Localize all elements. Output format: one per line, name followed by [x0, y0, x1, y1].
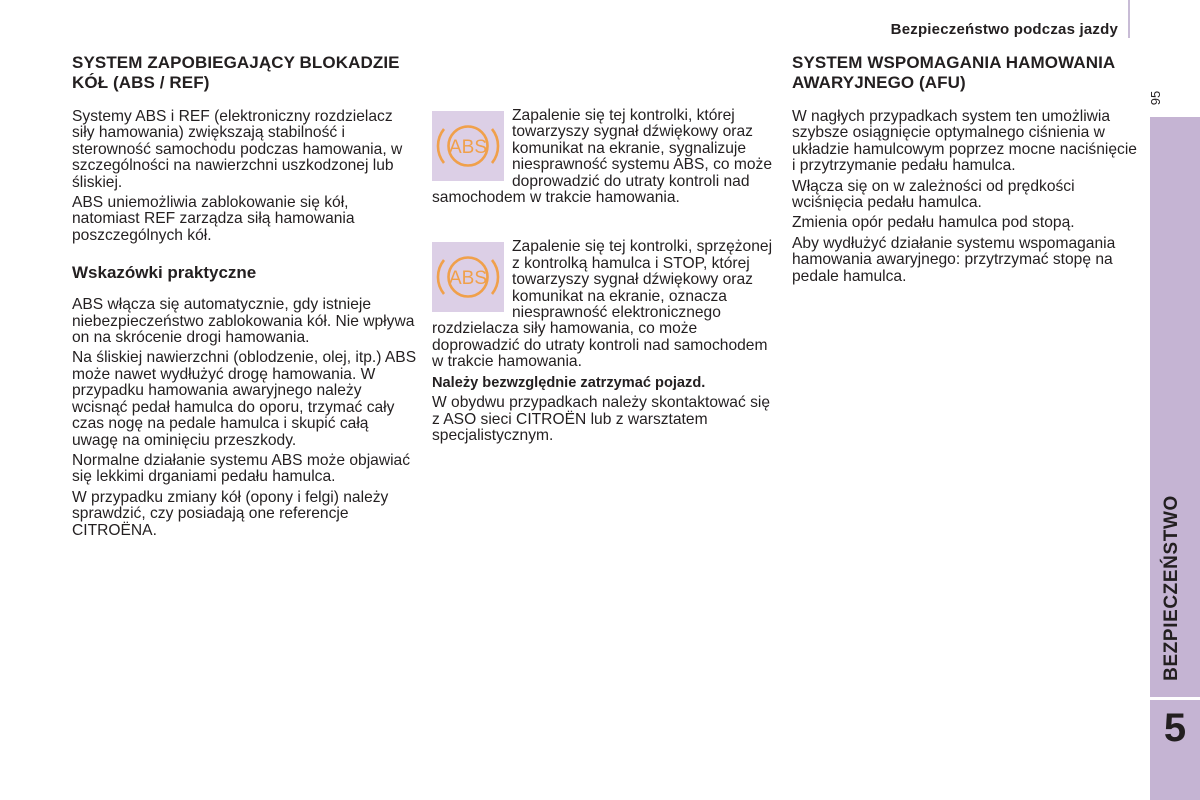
abs-ref-heading: SYSTEM ZAPOBIEGAJĄCY BLOKADZIE KÓŁ (ABS / REF) [72, 53, 400, 92]
chapter-tab-label: BEZPIECZEŃSTWO [1161, 495, 1182, 681]
afu-paragraph: Aby wydłużyć działanie systemu wspomagania hamowania awaryjnego: przytrzymać stopę na pedale hamulca. [792, 234, 1116, 285]
page-header-title: Bezpieczeństwo podczas jazdy [890, 21, 1118, 38]
abs-icon-text: ABS [448, 137, 488, 158]
tip-paragraph: Na śliskiej nawierzchni (oblodzenie, olej, itp.) ABS może nawet wydłużyć drogę hamowania. W przypadku hamowania awaryjnego należy wcisnąć pedał hamulca do oporu, trzymać cały czas nogę na pedale hamulca i skupić całą uwagę na ominięciu przeszkody. [72, 349, 417, 449]
afu-paragraph: Zmienia opór pedału hamulca pod stopą. [792, 214, 1075, 232]
stop-vehicle-text: W obydwu przypadkach należy skontaktować się z ASO sieci CITROËN lub z warsztatem specjalistycznym. [432, 394, 771, 444]
chapter-number: 5 [1163, 706, 1187, 750]
stop-vehicle-heading: Należy bezwzględnie zatrzymać pojazd. [432, 374, 706, 391]
abs-icon-graphic [436, 118, 500, 174]
afu-paragraph: Włącza się on w zależności od prędkości wciśnięcia pedału hamulca. [792, 177, 1075, 212]
column-afu [792, 53, 1137, 289]
afu-paragraph: W nagłych przypadkach system ten umożliwia szybsze osiągnięcie optymalnego ciśnienia w układzie hamulcowym poprzez mocne naciśnięcie i przytrzymanie pedału hamulca. [792, 108, 1137, 175]
abs-warning-text: Zapalenie się tej kontrolki, której towarzyszy sygnał dźwiękowy oraz komunikat na ekranie, sygnalizuje niesprawność systemu ABS, co może doprowadzić do utraty kontroli nad samochodem w trakcie hamowania. [432, 107, 773, 207]
tip-paragraph: W przypadku zmiany kół (opony i felgi) należy sprawdzić, czy posiadają one referencje CITROËNA. [72, 488, 389, 539]
page-number: 95 [1148, 90, 1163, 106]
abs-icon-text: ABS [448, 268, 488, 290]
chapter-side-tab [1150, 117, 1200, 800]
ref-warning-text: Zapalenie się tej kontrolki, sprzężonej z kontrolką hamulca i STOP, której towarzyszy sygnał dźwiękowy oraz komunikat na ekranie, oznacza niesprawność elektronicznego rozdzielacza siły hamowania, co może doprowadzić do utraty kontroli nad samochodem w trakcie hamowania. [432, 238, 773, 371]
abs-ref-paragraph: Systemy ABS i REF (elektroniczny rozdzielacz siły hamowania) zwiększają stabilność i sterowność samochodu podczas hamowania, w szczególności na nawierzchni uszkodzonej lub śliskiej. [72, 108, 403, 191]
column-abs-ref [72, 53, 417, 543]
header-divider [1128, 0, 1130, 38]
practical-tips-heading: Wskazówki praktyczne [72, 263, 257, 283]
abs-icon-graphic [436, 249, 500, 305]
afu-heading: SYSTEM WSPOMAGANIA HAMOWANIA AWARYJNEGO (AFU) [792, 53, 1115, 92]
tip-paragraph: Normalne działanie systemu ABS może objawiać się lekkimi drganiami pedału hamulca. [72, 451, 411, 486]
column-warnings [432, 108, 777, 448]
abs-ref-paragraph: ABS uniemożliwia zablokowanie się kół, natomiast REF zarządza siłą hamowania poszczególnych kół. [72, 194, 355, 244]
abs-warning-block [432, 108, 777, 206]
tip-paragraph: ABS włącza się automatycznie, gdy istnieje niebezpieczeństwo zablokowania kół. Nie wpływa on na skrócenie drogi hamowania. [72, 296, 415, 347]
ref-warning-block [432, 239, 777, 370]
abs-warning-light-icon [432, 111, 504, 181]
abs-warning-light-icon [432, 242, 504, 312]
